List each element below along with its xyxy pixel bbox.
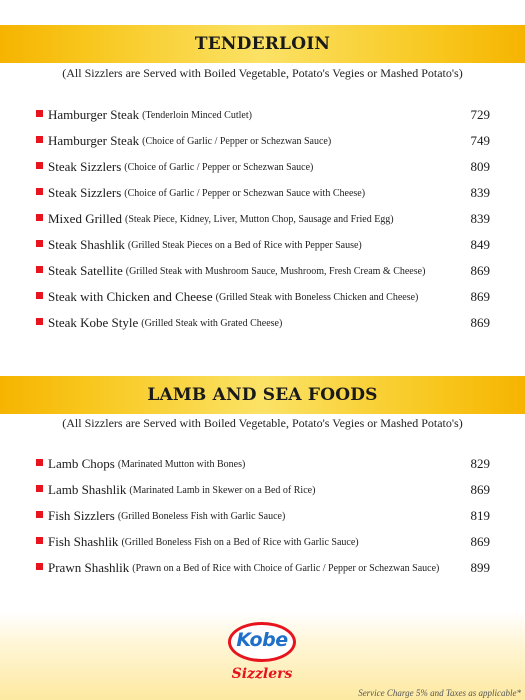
item-name: Prawn Shashlik — [48, 560, 130, 575]
section-title: LAMB AND SEA FOODS — [147, 385, 378, 405]
item-description: (Choice of Garlic / Pepper or Schezwan Sauce with Cheese) — [124, 187, 366, 199]
bullet-icon — [36, 511, 43, 518]
bullet-icon — [36, 188, 43, 195]
service-charge-note: Service Charge 5% and Taxes as applicable* — [358, 688, 521, 698]
item-price: 869 — [470, 482, 490, 497]
item-name: Lamb Chops — [48, 456, 115, 471]
menu-list — [36, 102, 496, 336]
bullet-icon — [36, 266, 43, 273]
item-price: 749 — [470, 133, 490, 148]
item-description: (Steak Piece, Kidney, Liver, Mutton Chop, Sausage and Fried Egg) — [125, 213, 394, 225]
item-name: Steak with Chicken and Cheese — [48, 289, 213, 304]
item-price: 729 — [470, 107, 490, 122]
item-description: (Tenderloin Minced Cutlet) — [142, 109, 252, 121]
item-price: 839 — [470, 211, 490, 226]
logo-brand-text: Kobe — [236, 629, 288, 651]
item-price: 839 — [470, 185, 490, 200]
item-name: Hamburger Steak — [48, 133, 140, 148]
item-description: (Grilled Steak with Boneless Chicken and Cheese) — [215, 291, 419, 303]
bullet-icon — [36, 162, 43, 169]
menu-item — [36, 128, 496, 154]
bullet-icon — [36, 563, 43, 570]
menu-item — [36, 451, 496, 477]
item-name: Steak Kobe Style — [48, 315, 139, 330]
menu-item — [36, 232, 496, 258]
item-price: 819 — [470, 508, 490, 523]
logo-tagline: Sizzlers — [231, 666, 293, 682]
bullet-icon — [36, 537, 43, 544]
menu-item — [36, 206, 496, 232]
bullet-icon — [36, 214, 43, 221]
bullet-icon — [36, 318, 43, 325]
item-price: 849 — [470, 237, 490, 252]
item-description: (Prawn on a Bed of Rice with Choice of Garlic / Pepper or Schezwan Sauce) — [132, 562, 440, 574]
menu-item — [36, 258, 496, 284]
menu-item — [36, 180, 496, 206]
item-description: (Marinated Lamb in Skewer on a Bed of Rice) — [129, 484, 316, 496]
item-description: (Grilled Boneless Fish on a Bed of Rice with Garlic Sauce) — [121, 536, 359, 548]
item-price: 809 — [470, 159, 490, 174]
item-price: 869 — [470, 534, 490, 549]
section-subtitle: (All Sizzlers are Served with Boiled Vegetable, Potato's Vegies or Mashed Potato's) — [62, 66, 463, 80]
menu-item — [36, 555, 496, 581]
item-name: Lamb Shashlik — [48, 482, 127, 497]
bullet-icon — [36, 240, 43, 247]
bullet-icon — [36, 485, 43, 492]
item-price: 869 — [470, 289, 490, 304]
menu-item — [36, 284, 496, 310]
menu-item — [36, 102, 496, 128]
item-description: (Marinated Mutton with Bones) — [117, 458, 246, 470]
menu-list — [36, 451, 496, 581]
item-description: (Choice of Garlic / Pepper or Schezwan Sauce) — [124, 161, 314, 173]
item-name: Steak Satellite — [48, 263, 123, 278]
brand-logo — [226, 620, 298, 666]
item-description: (Grilled Steak with Grated Cheese) — [141, 317, 283, 329]
section-subtitle: (All Sizzlers are Served with Boiled Vegetable, Potato's Vegies or Mashed Potato's) — [62, 416, 463, 430]
item-description: (Grilled Steak with Mushroom Sauce, Mushroom, Fresh Cream & Cheese) — [125, 265, 426, 277]
item-price: 899 — [470, 560, 490, 575]
menu-item — [36, 310, 496, 336]
menu-item — [36, 477, 496, 503]
item-name: Fish Shashlik — [48, 534, 119, 549]
bullet-icon — [36, 136, 43, 143]
item-name: Fish Sizzlers — [48, 508, 115, 523]
item-description: (Grilled Boneless Fish with Garlic Sauce) — [117, 510, 286, 522]
menu-item — [36, 503, 496, 529]
item-name: Steak Sizzlers — [48, 159, 122, 174]
bullet-icon — [36, 110, 43, 117]
item-description: (Grilled Steak Pieces on a Bed of Rice with Pepper Sause) — [127, 239, 362, 251]
item-name: Steak Sizzlers — [48, 185, 122, 200]
item-name: Mixed Grilled — [48, 211, 123, 226]
item-name: Steak Shashlik — [48, 237, 125, 252]
item-name: Hamburger Steak — [48, 107, 140, 122]
item-price: 869 — [470, 315, 490, 330]
item-description: (Choice of Garlic / Pepper or Schezwan Sauce) — [142, 135, 332, 147]
bullet-icon — [36, 459, 43, 466]
menu-item — [36, 529, 496, 555]
bullet-icon — [36, 292, 43, 299]
section-title: TENDERLOIN — [194, 34, 331, 54]
item-price: 829 — [470, 456, 490, 471]
menu-item — [36, 154, 496, 180]
item-price: 869 — [470, 263, 490, 278]
